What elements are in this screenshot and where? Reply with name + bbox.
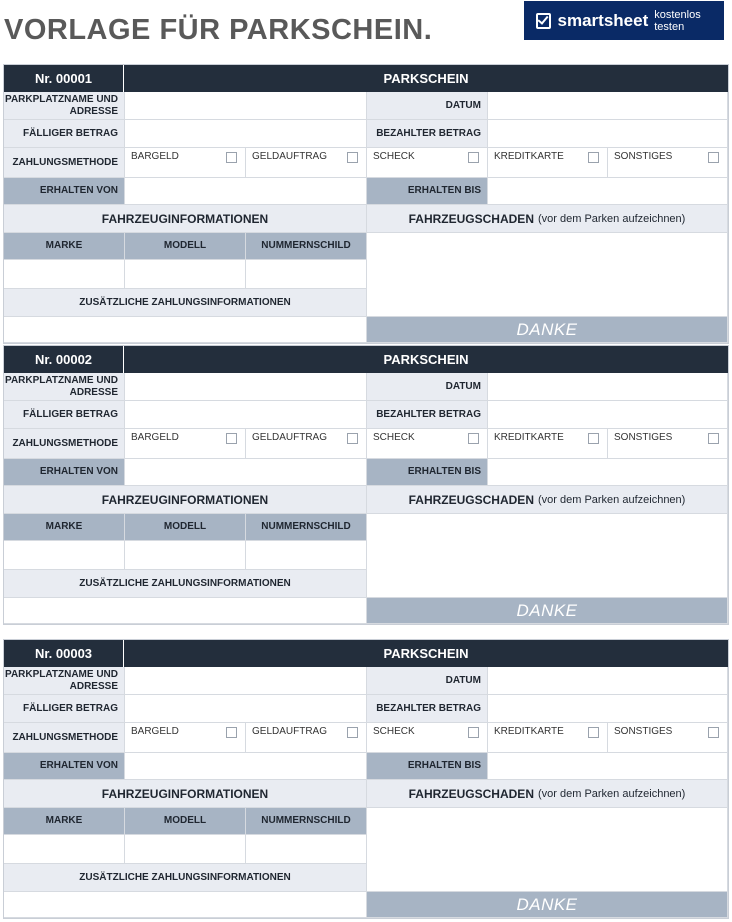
plate-label: NUMMERNSCHILD — [246, 514, 367, 541]
lot-label: PARKPLATZNAME UND ADRESSE — [4, 667, 125, 695]
damage-heading — [367, 780, 728, 808]
extra-label: ZUSÄTZLICHE ZAHLUNGSINFORMATIONEN — [4, 289, 367, 317]
damage-label: FAHRZEUGSCHADEN — [408, 786, 534, 801]
from-field[interactable] — [125, 178, 367, 205]
vehicle-info-label: FAHRZEUGINFORMATIONEN — [101, 492, 269, 507]
check-checkbox[interactable] — [468, 727, 479, 738]
extra-label: ZUSÄTZLICHE ZAHLUNGSINFORMATIONEN — [4, 570, 367, 598]
option-money-order-label: GELDAUFTRAG — [252, 432, 328, 443]
make-label: MARKE — [4, 233, 125, 260]
model-field[interactable] — [125, 835, 246, 864]
smartsheet-logo-button[interactable] — [524, 1, 724, 40]
vehicle-info-heading — [4, 486, 367, 514]
from-field[interactable] — [125, 753, 367, 780]
make-label: MARKE — [4, 808, 125, 835]
option-credit-card-label: KREDITKARTE — [494, 726, 564, 737]
model-field[interactable] — [125, 260, 246, 289]
from-label: ERHALTEN VON — [4, 753, 125, 780]
extra-label: ZUSÄTZLICHE ZAHLUNGSINFORMATIONEN — [4, 864, 367, 892]
due-field[interactable] — [125, 695, 367, 723]
other-checkbox[interactable] — [708, 727, 719, 738]
option-credit-card[interactable] — [488, 429, 608, 459]
plate-label: NUMMERNSCHILD — [246, 233, 367, 260]
parking-ticket — [3, 345, 729, 625]
model-field[interactable] — [125, 541, 246, 570]
damage-label: FAHRZEUGSCHADEN — [408, 211, 534, 226]
date-label: DATUM — [367, 373, 488, 401]
vehicle-info-heading — [4, 205, 367, 233]
ticket-header — [4, 65, 728, 92]
paid-label: BEZAHLTER BETRAG — [367, 695, 488, 723]
other-checkbox[interactable] — [708, 433, 719, 444]
parking-ticket — [3, 64, 729, 344]
plate-field[interactable] — [246, 260, 367, 289]
damage-heading — [367, 205, 728, 233]
option-credit-card-label: KREDITKARTE — [494, 432, 564, 443]
due-label: FÄLLIGER BETRAG — [4, 401, 125, 429]
damage-note: (vor dem Parken aufzeichnen) — [537, 787, 686, 800]
plate-field[interactable] — [246, 541, 367, 570]
money-order-checkbox[interactable] — [347, 152, 358, 163]
to-label: ERHALTEN BIS — [367, 753, 488, 780]
option-cash-label: BARGELD — [131, 151, 179, 162]
option-cash-label: BARGELD — [131, 726, 179, 737]
option-other-label: SONSTIGES — [614, 726, 673, 737]
other-checkbox[interactable] — [708, 152, 719, 163]
lot-label: PARKPLATZNAME UND ADRESSE — [4, 373, 125, 401]
date-field[interactable] — [488, 373, 728, 401]
vehicle-info-heading — [4, 780, 367, 808]
extra-field[interactable] — [4, 892, 367, 918]
lot-field[interactable] — [125, 667, 367, 695]
credit-card-checkbox[interactable] — [588, 727, 599, 738]
date-field[interactable] — [488, 92, 728, 120]
to-field[interactable] — [488, 753, 728, 780]
model-label: MODELL — [125, 233, 246, 260]
option-check-label: SCHECK — [373, 151, 415, 162]
date-field[interactable] — [488, 667, 728, 695]
option-cash[interactable] — [125, 148, 246, 178]
option-other[interactable] — [608, 723, 728, 753]
option-credit-card[interactable] — [488, 723, 608, 753]
from-field[interactable] — [125, 459, 367, 486]
ticket-title: PARKSCHEIN — [383, 352, 469, 367]
model-label: MODELL — [125, 514, 246, 541]
damage-field[interactable] — [367, 233, 728, 317]
make-label: MARKE — [4, 514, 125, 541]
to-field[interactable] — [488, 178, 728, 205]
extra-field[interactable] — [4, 317, 367, 343]
from-label: ERHALTEN VON — [4, 178, 125, 205]
damage-heading — [367, 486, 728, 514]
paid-field[interactable] — [488, 120, 728, 148]
from-label: ERHALTEN VON — [4, 459, 125, 486]
option-other-label: SONSTIGES — [614, 432, 673, 443]
option-money-order-label: GELDAUFTRAG — [252, 726, 328, 737]
option-check-label: SCHECK — [373, 432, 415, 443]
option-credit-card-label: KREDITKARTE — [494, 151, 564, 162]
to-label: ERHALTEN BIS — [367, 178, 488, 205]
make-field[interactable] — [4, 541, 125, 570]
option-money-order-label: GELDAUFTRAG — [252, 151, 328, 162]
option-cash[interactable] — [125, 723, 246, 753]
ticket-number: Nr. 00003 — [4, 640, 124, 667]
parking-ticket — [3, 639, 729, 919]
money-order-checkbox[interactable] — [347, 433, 358, 444]
check-checkbox[interactable] — [468, 433, 479, 444]
logo-tagline: kostenlos testen — [654, 8, 701, 33]
paid-field[interactable] — [488, 401, 728, 429]
lot-field[interactable] — [125, 373, 367, 401]
option-other[interactable] — [608, 148, 728, 178]
page-title: VORLAGE FÜR PARKSCHEIN. — [4, 14, 433, 46]
cash-checkbox[interactable] — [226, 152, 237, 163]
due-label: FÄLLIGER BETRAG — [4, 120, 125, 148]
damage-label: FAHRZEUGSCHADEN — [408, 492, 534, 507]
to-field[interactable] — [488, 459, 728, 486]
credit-card-checkbox[interactable] — [588, 433, 599, 444]
damage-note: (vor dem Parken aufzeichnen) — [537, 493, 686, 506]
ticket-header — [4, 640, 728, 667]
plate-field[interactable] — [246, 835, 367, 864]
extra-field[interactable] — [4, 598, 367, 624]
damage-field[interactable] — [367, 808, 728, 892]
due-field[interactable] — [125, 120, 367, 148]
damage-note: (vor dem Parken aufzeichnen) — [537, 212, 686, 225]
check-checkbox[interactable] — [468, 152, 479, 163]
option-other[interactable] — [608, 429, 728, 459]
model-label: MODELL — [125, 808, 246, 835]
option-money-order[interactable] — [246, 148, 367, 178]
ticket-title: PARKSCHEIN — [383, 71, 469, 86]
vehicle-info-label: FAHRZEUGINFORMATIONEN — [101, 786, 269, 801]
lot-field[interactable] — [125, 92, 367, 120]
ticket-title: PARKSCHEIN — [383, 646, 469, 661]
option-cash-label: BARGELD — [131, 432, 179, 443]
ticket-number: Nr. 00002 — [4, 346, 124, 373]
cash-checkbox[interactable] — [226, 727, 237, 738]
option-money-order[interactable] — [246, 723, 367, 753]
paid-label: BEZAHLTER BETRAG — [367, 120, 488, 148]
due-label: FÄLLIGER BETRAG — [4, 695, 125, 723]
date-label: DATUM — [367, 92, 488, 120]
checkbox-icon — [536, 13, 551, 29]
option-check-label: SCHECK — [373, 726, 415, 737]
credit-card-checkbox[interactable] — [588, 152, 599, 163]
money-order-checkbox[interactable] — [347, 727, 358, 738]
method-label: ZAHLUNGSMETHODE — [4, 148, 125, 178]
method-label: ZAHLUNGSMETHODE — [4, 429, 125, 459]
option-other-label: SONSTIGES — [614, 151, 673, 162]
ticket-number: Nr. 00001 — [4, 65, 124, 92]
thanks-banner: DANKE — [367, 598, 728, 624]
make-field[interactable] — [4, 260, 125, 289]
date-label: DATUM — [367, 667, 488, 695]
option-check[interactable] — [367, 429, 488, 459]
option-check[interactable] — [367, 148, 488, 178]
option-credit-card[interactable] — [488, 148, 608, 178]
ticket-header — [4, 346, 728, 373]
option-money-order[interactable] — [246, 429, 367, 459]
due-field[interactable] — [125, 401, 367, 429]
to-label: ERHALTEN BIS — [367, 459, 488, 486]
thanks-banner: DANKE — [367, 317, 728, 343]
logo-name: smartsheet — [557, 10, 649, 30]
damage-field[interactable] — [367, 514, 728, 598]
vehicle-info-label: FAHRZEUGINFORMATIONEN — [101, 211, 269, 226]
plate-label: NUMMERNSCHILD — [246, 808, 367, 835]
option-cash[interactable] — [125, 429, 246, 459]
option-check[interactable] — [367, 723, 488, 753]
lot-label: PARKPLATZNAME UND ADRESSE — [4, 92, 125, 120]
make-field[interactable] — [4, 835, 125, 864]
thanks-banner: DANKE — [367, 892, 728, 918]
cash-checkbox[interactable] — [226, 433, 237, 444]
paid-field[interactable] — [488, 695, 728, 723]
method-label: ZAHLUNGSMETHODE — [4, 723, 125, 753]
paid-label: BEZAHLTER BETRAG — [367, 401, 488, 429]
